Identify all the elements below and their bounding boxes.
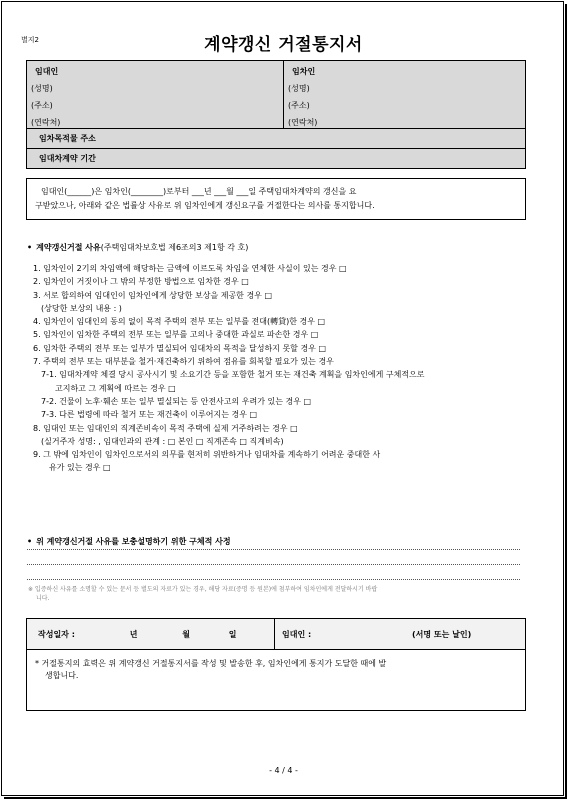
detail-line-2: [27, 564, 520, 565]
reasons-heading: [27, 242, 248, 253]
signature-table: [26, 618, 526, 711]
notice-line-1: 임대인(______)은 임차인(________)로부터 ___년 ___월 ___일 주택임대차계약의 갱신을 요: [41, 187, 357, 196]
reason-8: 8. 임대인 또는 임대인의 직계존비속이 목적 주택에 실제 거주하려는 경우 □: [33, 423, 298, 433]
property-address-label: 임차목적물 주소: [39, 134, 96, 143]
landlord-address-label: (주소): [31, 101, 53, 110]
landlord-name-label: (성명): [31, 84, 53, 93]
notice-line-2: 구받았으나, 아래와 같은 법률상 사유로 위 임차인에게 갱신요구를 거절한다는 의사를 통지합니다.: [35, 201, 375, 210]
bullet-icon: •: [27, 537, 33, 546]
detail-line-1: [27, 549, 520, 550]
date-cell: [27, 619, 275, 650]
landlord-sign-cell: [275, 619, 526, 650]
reason-5: 5. 임차인이 임차한 주택의 전부 또는 일부를 고의나 중대한 과실로 파손한 경우 □: [33, 330, 319, 340]
tenant-contact-label: (연락처): [288, 118, 318, 127]
attachment-note-line-1: ※ 입증하신 사유를 소명할 수 있는 문서 등 별도의 자료가 있는 경우, 해당 자료(증명 등 원본)에 첨부하여 임차인에게 전달하시기 바랍: [28, 586, 378, 593]
reason-7-3: 7-3. 다른 법령에 따라 철거 또는 재건축이 이루어지는 경우 □: [41, 410, 258, 420]
effect-note-line-1: * 거절통지의 효력은 위 계약갱신 거절통지서를 작성 및 발송한 후, 임차인에게 통지가 도달한 때에 발: [35, 659, 387, 668]
detail-title: 위 계약갱신거절 사유를 보충설명하기 위한 구체적 사정: [36, 537, 231, 546]
bullet-icon: •: [27, 243, 33, 252]
reason-9: 9. 그 밖에 임차인이 임차인으로서의 의무를 현저히 위반하거나 임대차를 계속하기 어려운 중대한 사: [33, 450, 381, 460]
reason-7: 7. 주택의 전부 또는 대부분을 철거·재건축하기 위하여 점유를 회복할 필요가 있는 경우: [33, 357, 334, 367]
page-title: 계약갱신 거절통지서: [204, 35, 363, 55]
tenant-address-label: (주소): [288, 101, 310, 110]
lease-period-cell: [27, 149, 526, 169]
landlord-contact-label: (연락처): [31, 118, 61, 127]
landlord-sign-label: 임대인 :: [282, 629, 312, 639]
attachment-note: [28, 585, 523, 603]
effect-note-cell: [27, 650, 526, 711]
reason-8-detail: (실거주자 성명: , 임대인과의 관계 : □ 본인 □ 직계존속 □ 직계비속): [41, 436, 284, 446]
reason-7-1-cont: 고지하고 그 계획에 따르는 경우 □: [55, 383, 176, 393]
reasons-title: 계약갱신거절 사유: [36, 243, 101, 252]
effect-note-line-2: 생합니다.: [45, 671, 79, 680]
form-number: 별지2: [21, 36, 39, 44]
parties-table: [26, 60, 526, 169]
tenant-label: 임차인: [292, 67, 316, 76]
property-address-cell: [27, 129, 526, 149]
reason-7-1: 7-1. 임대차계약 체결 당시 공사시기 및 소요기간 등을 포함한 철거 또는 재건축 계획을 임차인에게 구체적으로: [41, 370, 425, 380]
sign-or-seal-label: (서명 또는 날인): [411, 629, 472, 639]
month-label: 월: [182, 629, 190, 639]
tenant-cell: [284, 61, 526, 129]
lease-period-label: 임대차계약 기간: [39, 154, 96, 163]
page-number: - 4 / 4 -: [269, 766, 298, 775]
reason-6: 6. 임차한 주택의 전부 또는 일부가 멸실되어 임대차의 목적을 달성하지 못할 경우 □: [33, 343, 326, 353]
detail-line-3: [27, 579, 520, 580]
year-label: 년: [129, 629, 138, 639]
reason-3-detail: (상당한 보상의 내용 : ): [41, 303, 122, 313]
reason-2: 2. 임차인이 거짓이나 그 밖의 부정한 방법으로 임차한 경우 □: [33, 277, 249, 287]
tenant-name-label: (성명): [288, 84, 310, 93]
reasons-list: [33, 262, 523, 475]
date-label: 작성일자 :: [38, 629, 75, 639]
reason-1: 1. 임차인이 2기의 차임액에 해당하는 금액에 이르도록 차임을 연체한 사실이 있는 경우 □: [33, 264, 347, 273]
landlord-cell: [27, 61, 284, 129]
notice-box: [26, 178, 526, 220]
reason-3: 3. 서로 합의하여 임대인이 임차인에게 상당한 보상을 제공한 경우 □: [33, 290, 273, 300]
attachment-note-line-2: 니다.: [36, 595, 50, 602]
reason-7-2: 7-2. 건물이 노후·훼손 또는 일부 멸실되는 등 안전사고의 우려가 있는 경우 □: [41, 396, 312, 406]
reasons-ref: (주택임대차보호법 제6조의3 제1항 각 호): [100, 243, 249, 252]
reason-9-cont: 유가 있는 경우 □: [49, 463, 111, 473]
detail-heading: [27, 536, 231, 547]
day-label: 일: [228, 629, 237, 639]
landlord-label: 임대인: [35, 67, 59, 76]
reason-4: 4. 임차인이 임대인의 동의 없이 목적 주택의 전부 또는 일부를 전대(轉貸)한 경우 □: [33, 317, 326, 327]
